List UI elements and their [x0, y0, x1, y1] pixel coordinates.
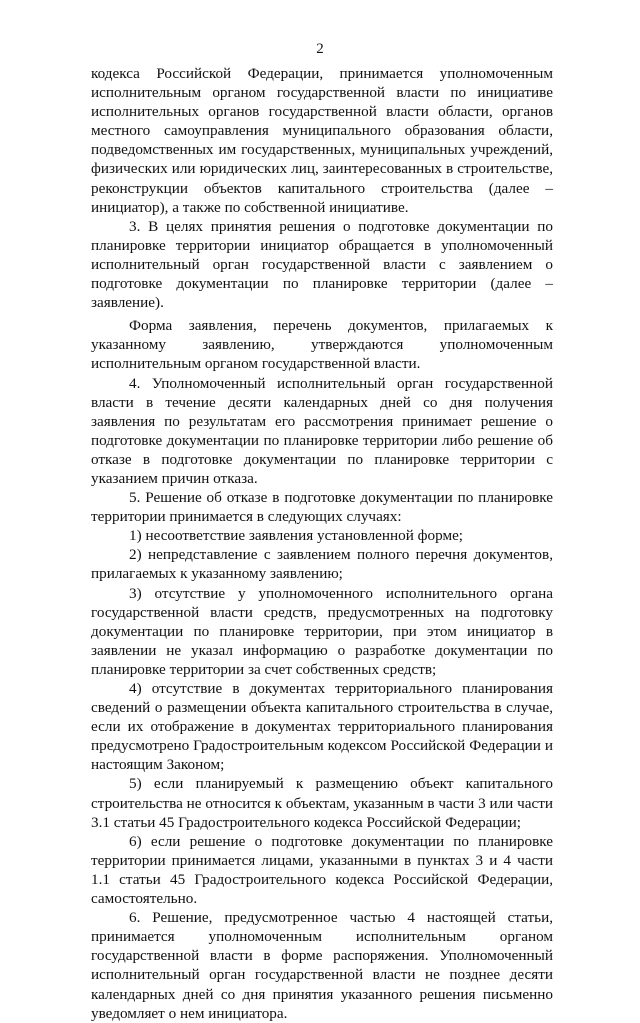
paragraph-subitem-5: 5) если планируемый к размещению объект капитального строительства не относится к объектам, указанным в части 3 или части 3.1 статьи 45 Градостроительного кодекса Российской Федерации; — [91, 775, 553, 831]
paragraph-subitem-2: 2) непредставление с заявлением полного перечня документов, прилагаемых к указанному заявлению; — [91, 546, 553, 583]
paragraph-subitem-6: 6) если решение о подготовке документации по планировке территории принимается лицами, указанными в пунктах 3 и 4 части 1.1 статьи 45 Градостроительного кодекса Российской Федерации, самостоятельно. — [91, 832, 553, 908]
paragraph-application-form: Форма заявления, перечень документов, прилагаемых к указанному заявлению, утверждаются уполномоченным исполнительным органом государственной власти. — [91, 317, 553, 373]
paragraph-subitem-3: 3) отсутствие у уполномоченного исполнительного органа государственной власти средств, предусмотренных на подготовку документации по планировке территории, при этом инициатор в заявлении не указал информацию о разработке документации по планировке территории за счет собственных средств; — [91, 584, 553, 678]
paragraph-continuation: кодекса Российской Федерации, принимается уполномоченным исполнительным органом государственной власти по инициативе исполнительных органов государственной власти области, органов местного самоуправления муниципального образования области, подведомственных им государственных, муниципальных учреждений, физических или юридических лиц, заинтересованных в строительстве, реконструкции объектов капитального строительства (далее – инициатор), а также по собственной инициативе. — [91, 65, 553, 216]
paragraph-subitem-1: 1) несоответствие заявления установленной форме; — [129, 527, 464, 545]
paragraph-subitem-4: 4) отсутствие в документах территориального планирования сведений о размещении объекта капитального строительства в случае, если их отображение в документах территориального планирования предусмотрено Градостроительным кодексом Российской Федерации и настоящим Законом; — [91, 680, 553, 774]
paragraph-item-3: 3. В целях принятия решения о подготовке документации по планировке территории инициатор обращается в уполномоченный исполнительный орган государственной власти с заявлением о подготовке документации по планировке территории (далее – заявление). — [91, 217, 553, 312]
document-body — [91, 64, 553, 1023]
paragraph-item-5: 5. Решение об отказе в подготовке документации по планировке территории принимается в следующих случаях: — [91, 489, 553, 526]
page-number: 2 — [316, 41, 324, 57]
paragraph-item-6: 6. Решение, предусмотренное частью 4 настоящей статьи, принимается уполномоченным исполнительным органом государственной власти в форме распоряжения. Уполномоченный исполнительный орган государственной власти не позднее десяти календарных дней со дня принятия указанного решения письменно уведомляет о нем инициатора. — [91, 909, 553, 1022]
paragraph-item-4: 4. Уполномоченный исполнительный орган государственной власти в течение десяти календарных дней со дня получения заявления по результатам его рассмотрения принимает решение о подготовке документации по планировке территории либо решение об отказе в подготовке документации по планировке территории с указанием причин отказа. — [91, 374, 553, 487]
